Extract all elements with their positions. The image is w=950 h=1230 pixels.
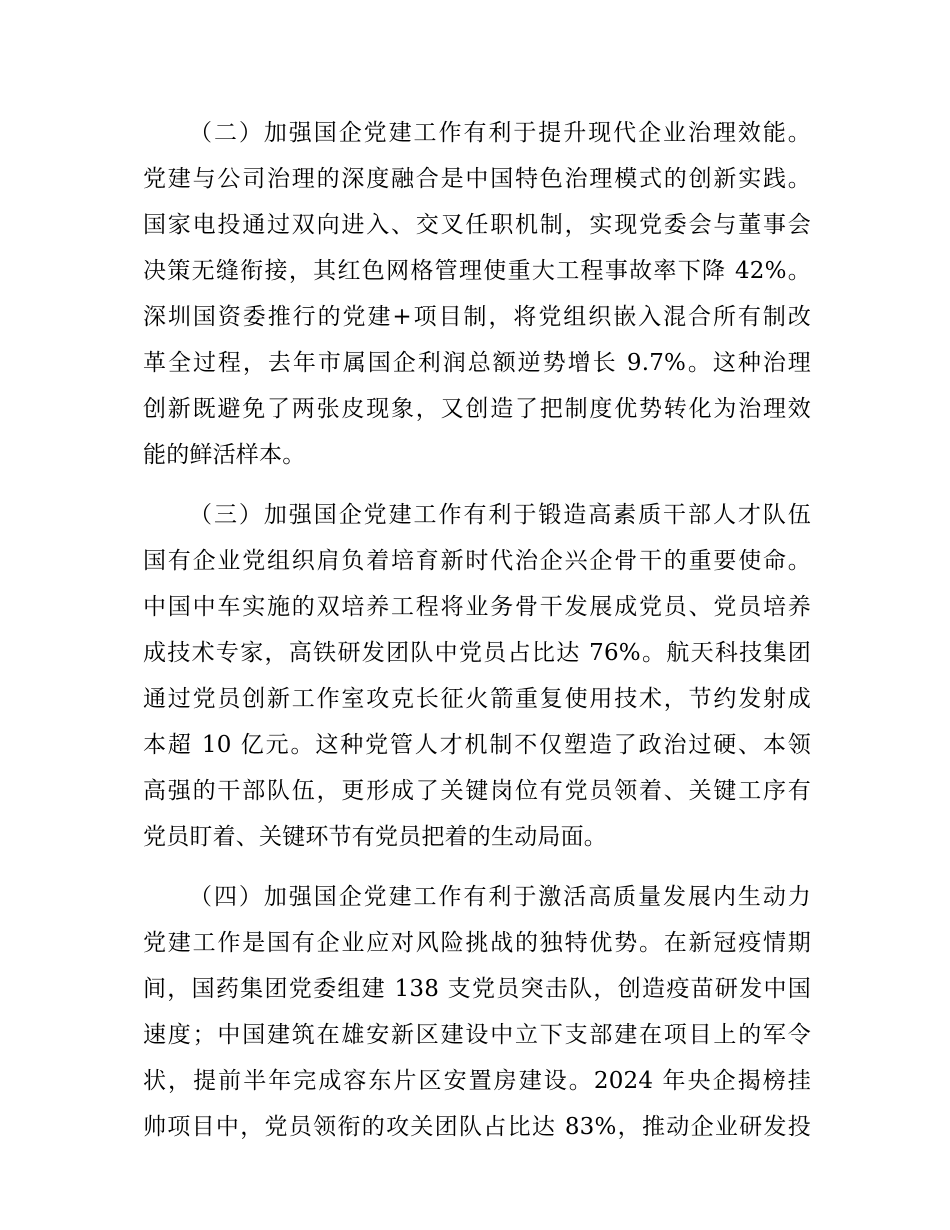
text-line: 通过党员创新工作室攻克长征火箭重复使用技术，节约发射成 (143, 686, 811, 712)
text-line: 创新既避免了两张皮现象，又创造了把制度优势转化为治理效 (143, 396, 811, 422)
text-line: 中国中车实施的双培养工程将业务骨干发展成党员、党员培养 (143, 594, 811, 620)
text-line: 速度；中国建筑在雄安新区建设中立下支部建在项目上的军令 (143, 1022, 811, 1048)
text-line: 深圳国资委推行的党建+项目制，将党组织嵌入混合所有制改 (143, 304, 811, 330)
text-line: 高强的干部队伍，更形成了关键岗位有党员领着、关键工序有 (143, 778, 811, 804)
text-line: 帅项目中，党员领衔的攻关团队占比达 83%，推动企业研发投 (143, 1114, 811, 1140)
document-body (143, 110, 811, 1164)
text-line: 党员盯着、关键环节有党员把着的生动局面。 (143, 824, 607, 850)
text-line: 国家电投通过双向进入、交叉任职机制，实现党委会与董事会 (143, 212, 811, 238)
text-line: 本超 10 亿元。这种党管人才机制不仅塑造了政治过硬、本领 (143, 732, 811, 758)
paragraph-governance (143, 110, 811, 478)
paragraph-talent (143, 492, 811, 860)
text-line: 党建与公司治理的深度融合是中国特色治理模式的创新实践。 (143, 166, 811, 192)
section-heading-2: （二）加强国企党建工作有利于提升现代企业治理效能。 (189, 120, 811, 146)
text-line: 革全过程，去年市属国企利润总额逆势增长 9.7%。这种治理 (143, 350, 811, 376)
section-heading-4: （四）加强国企党建工作有利于激活高质量发展内生动力 (189, 884, 811, 910)
text-line: 成技术专家，高铁研发团队中党员占比达 76%。航天科技集团 (143, 640, 811, 666)
text-line: 间，国药集团党委组建 138 支党员突击队，创造疫苗研发中国 (143, 976, 811, 1002)
section-heading-3: （三）加强国企党建工作有利于锻造高素质干部人才队伍 (189, 502, 811, 528)
text-line: 状，提前半年完成容东片区安置房建设。2024 年央企揭榜挂 (143, 1068, 811, 1094)
text-line: 决策无缝衔接，其红色网格管理使重大工程事故率下降 42%。 (143, 258, 811, 284)
text-line: 党建工作是国有企业应对风险挑战的独特优势。在新冠疫情期 (143, 930, 811, 956)
paragraph-development (143, 874, 811, 1150)
text-line: 能的鲜活样本。 (143, 442, 306, 468)
text-line: 国有企业党组织肩负着培育新时代治企兴企骨干的重要使命。 (143, 548, 811, 574)
